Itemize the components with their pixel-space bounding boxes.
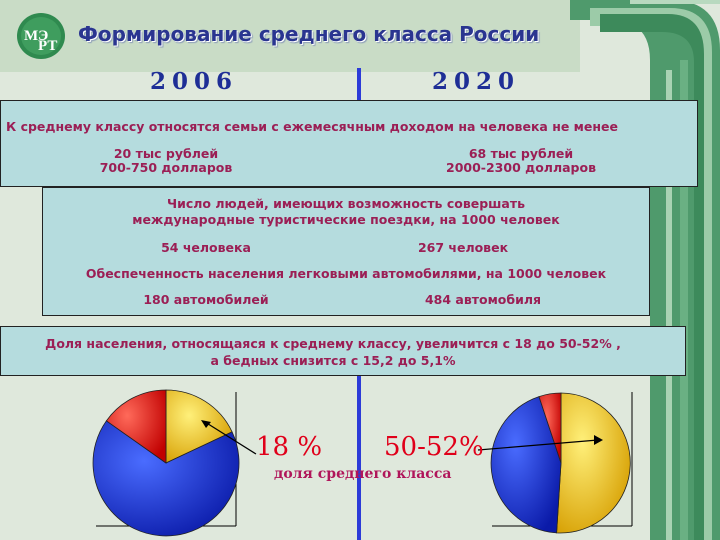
svg-text:МЭ: МЭ: [24, 28, 49, 44]
income-left-rub: 20 тыс рублей: [113, 146, 219, 161]
pie-slice-2020-middle: [557, 393, 631, 533]
pie-left-label: 18 %: [256, 432, 323, 462]
travel-left-value: 54 человека: [161, 240, 251, 255]
income-box: [0, 100, 698, 187]
travel-heading-line2: международные туристические поездки, на 1000 человек: [132, 212, 560, 227]
travel-heading-line1: Число людей, имеющих возможность совершать: [166, 196, 526, 211]
svg-text:РТ: РТ: [38, 38, 58, 54]
logo-icon: [16, 12, 66, 60]
pie-caption: доля среднего класса: [274, 466, 452, 482]
share-line1: Доля населения, относящаяся к среднему классу, увеличится с 18 до 50-52% ,: [45, 336, 621, 351]
year-right: 2020: [432, 68, 521, 95]
cars-right-value: 484 автомобиля: [424, 292, 542, 307]
divider-top: [357, 68, 361, 100]
page-title: Формирование среднего класса России: [78, 22, 540, 46]
cars-heading: Обеспеченность населения легковыми автомобилями, на 1000 человек: [85, 266, 607, 281]
income-right-usd: 2000-2300 долларов: [446, 160, 596, 175]
travel-cars-box: [42, 187, 650, 316]
pie-charts: [0, 380, 720, 540]
pie-right-label: 50-52%: [384, 432, 484, 462]
travel-right-value: 267 человек: [417, 240, 509, 255]
income-left-usd: 700-750 долларов: [99, 160, 233, 175]
cars-left-value: 180 автомобилей: [143, 292, 269, 307]
income-heading: К среднему классу относятся семьи с ежемесячным доходом на человека не менее: [6, 119, 618, 134]
year-left: 2006: [150, 68, 239, 95]
share-box: [0, 326, 686, 376]
share-line2: а бедных снизится с 15,2 до 5,1%: [210, 353, 456, 368]
income-right-rub: 68 тыс рублей: [468, 146, 574, 161]
pie-chart-2020: [491, 393, 630, 533]
pie-chart-2006: [93, 390, 239, 536]
